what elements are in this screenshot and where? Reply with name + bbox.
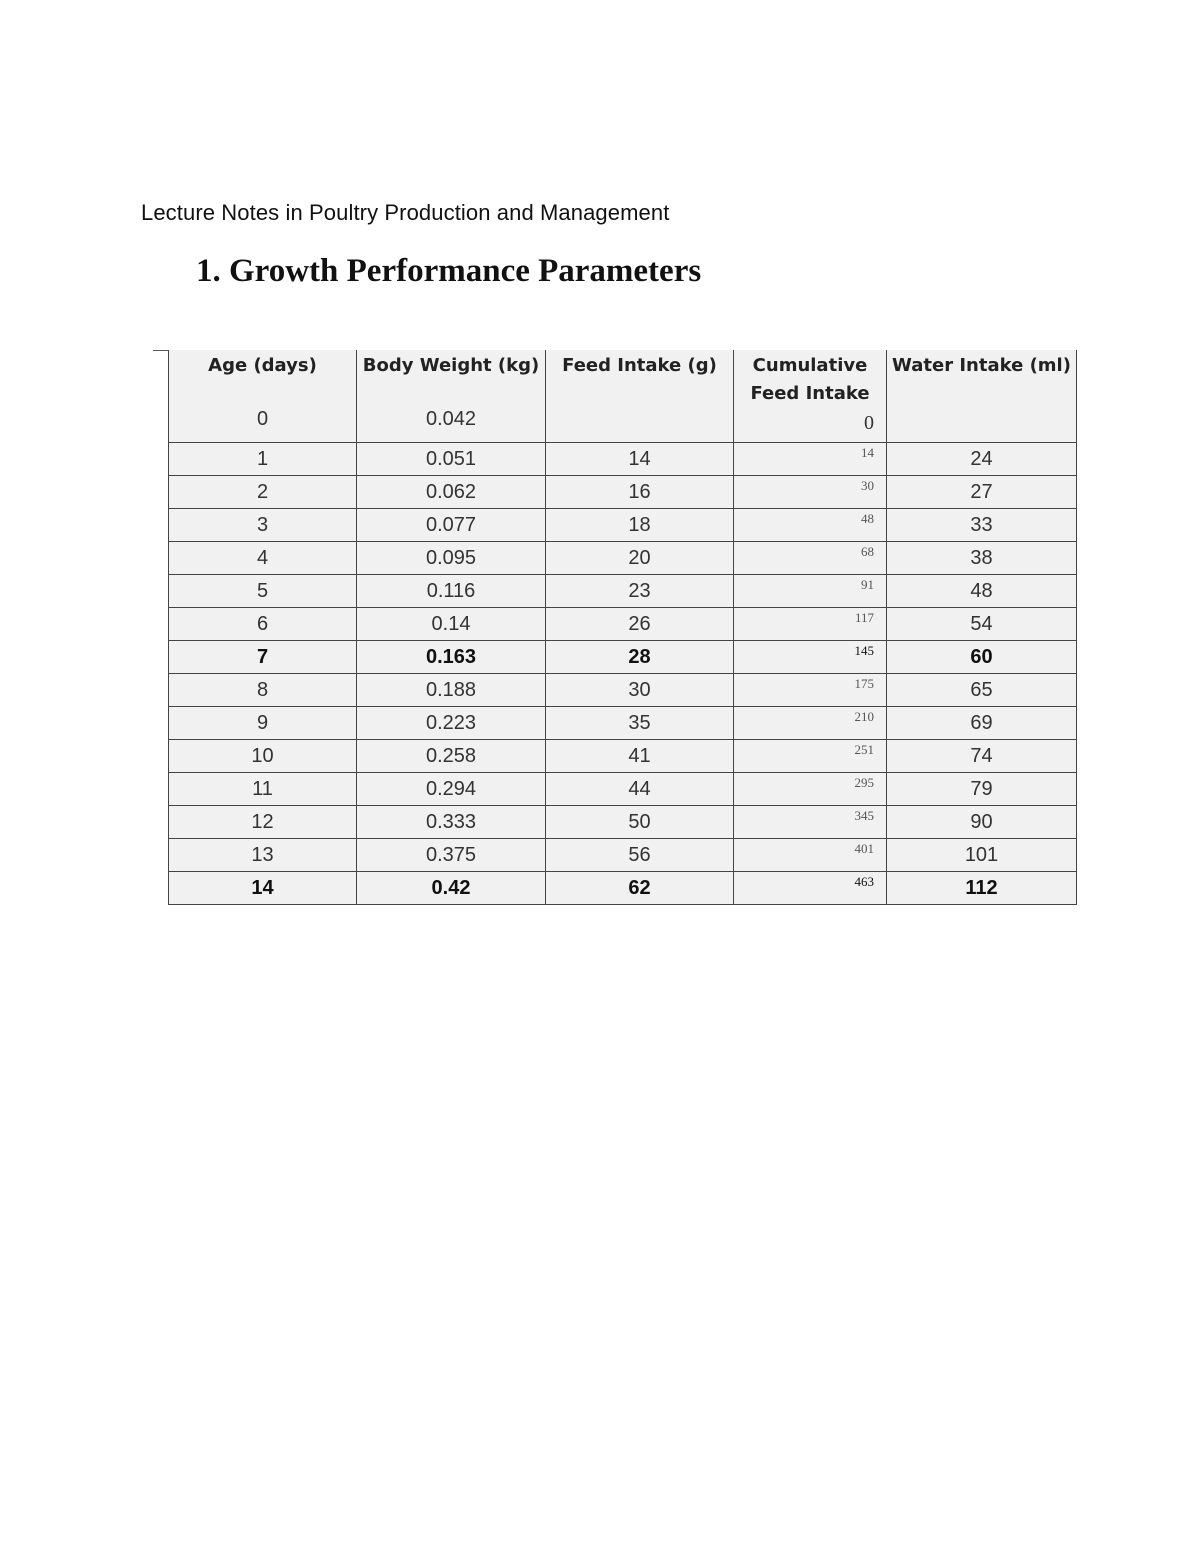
cell-feed-intake: 35	[546, 707, 734, 740]
cell-body-weight: 0.188	[357, 674, 546, 707]
header-age: Age (days)	[169, 350, 357, 408]
cell-age: 10	[169, 740, 357, 773]
cell-age: 6	[169, 608, 357, 641]
cell-water-intake: 90	[887, 806, 1077, 839]
cell-feed-intake: 50	[546, 806, 734, 839]
cell-cumulative-feed-intake: 68	[734, 542, 887, 575]
cell-body-weight: 0.062	[357, 476, 546, 509]
header-body-weight: Body Weight (kg)	[357, 350, 546, 408]
cell-water-intake	[887, 408, 1077, 443]
cell-age: 8	[169, 674, 357, 707]
table-row	[169, 674, 1077, 707]
cell-water-intake: 48	[887, 575, 1077, 608]
cell-cumulative-feed-intake: 463	[734, 872, 887, 905]
cell-body-weight: 0.258	[357, 740, 546, 773]
table-row-day-0	[169, 408, 1077, 443]
cell-water-intake: 101	[887, 839, 1077, 872]
cell-cumulative-feed-intake: 30	[734, 476, 887, 509]
table-row	[169, 476, 1077, 509]
cell-age: 11	[169, 773, 357, 806]
cell-feed-intake: 16	[546, 476, 734, 509]
cell-feed-intake: 14	[546, 443, 734, 476]
cell-cumulative-feed-intake: 48	[734, 509, 887, 542]
cell-feed-intake: 28	[546, 641, 734, 674]
cell-body-weight: 0.042	[357, 408, 546, 443]
table-row	[169, 740, 1077, 773]
table-row	[169, 509, 1077, 542]
table-header-row	[169, 350, 1077, 408]
cell-feed-intake	[546, 408, 734, 443]
cell-cumulative-feed-intake: 401	[734, 839, 887, 872]
cell-cumulative-feed-intake: 210	[734, 707, 887, 740]
cell-water-intake: 65	[887, 674, 1077, 707]
cell-cumulative-feed-intake: 0	[734, 408, 887, 443]
cell-cumulative-feed-intake: 117	[734, 608, 887, 641]
cell-body-weight: 0.333	[357, 806, 546, 839]
cell-age: 7	[169, 641, 357, 674]
table-body	[169, 443, 1077, 905]
table-row	[169, 839, 1077, 872]
cell-feed-intake: 41	[546, 740, 734, 773]
cell-water-intake: 38	[887, 542, 1077, 575]
cell-age: 14	[169, 872, 357, 905]
table-row	[169, 608, 1077, 641]
running-header: Lecture Notes in Poultry Production and Management	[141, 200, 670, 225]
cell-age: 5	[169, 575, 357, 608]
cell-water-intake: 69	[887, 707, 1077, 740]
cell-water-intake: 60	[887, 641, 1077, 674]
table-row	[169, 575, 1077, 608]
table-corner-mark	[153, 350, 168, 351]
cell-cumulative-feed-intake: 295	[734, 773, 887, 806]
header-cumulative-feed-intake: Cumulative Feed Intake	[734, 350, 887, 408]
table-row	[169, 872, 1077, 905]
cell-feed-intake: 56	[546, 839, 734, 872]
table-row	[169, 806, 1077, 839]
cell-feed-intake: 26	[546, 608, 734, 641]
cell-age: 9	[169, 707, 357, 740]
header-water-intake: Water Intake (ml)	[887, 350, 1077, 408]
cell-water-intake: 112	[887, 872, 1077, 905]
table-row	[169, 641, 1077, 674]
cell-feed-intake: 62	[546, 872, 734, 905]
cell-body-weight: 0.163	[357, 641, 546, 674]
table-row	[169, 443, 1077, 476]
cell-cumulative-feed-intake: 91	[734, 575, 887, 608]
cell-feed-intake: 30	[546, 674, 734, 707]
header-feed-intake: Feed Intake (g)	[546, 350, 734, 408]
cell-feed-intake: 20	[546, 542, 734, 575]
growth-parameters-table	[168, 350, 1077, 905]
cell-water-intake: 74	[887, 740, 1077, 773]
cell-age: 4	[169, 542, 357, 575]
cell-age: 12	[169, 806, 357, 839]
cell-cumulative-feed-intake: 175	[734, 674, 887, 707]
cell-body-weight: 0.095	[357, 542, 546, 575]
cell-feed-intake: 18	[546, 509, 734, 542]
cell-feed-intake: 23	[546, 575, 734, 608]
cell-water-intake: 79	[887, 773, 1077, 806]
cell-body-weight: 0.223	[357, 707, 546, 740]
table-row	[169, 542, 1077, 575]
cell-age: 2	[169, 476, 357, 509]
table-row	[169, 707, 1077, 740]
cell-cumulative-feed-intake: 14	[734, 443, 887, 476]
cell-age: 3	[169, 509, 357, 542]
cell-water-intake: 27	[887, 476, 1077, 509]
cell-cumulative-feed-intake: 251	[734, 740, 887, 773]
cell-body-weight: 0.14	[357, 608, 546, 641]
cell-cumulative-feed-intake: 145	[734, 641, 887, 674]
cell-body-weight: 0.116	[357, 575, 546, 608]
cell-body-weight: 0.42	[357, 872, 546, 905]
cell-cumulative-feed-intake: 345	[734, 806, 887, 839]
cell-age: 0	[169, 408, 357, 443]
cell-body-weight: 0.077	[357, 509, 546, 542]
cell-age: 1	[169, 443, 357, 476]
cell-body-weight: 0.294	[357, 773, 546, 806]
cell-feed-intake: 44	[546, 773, 734, 806]
table-row	[169, 773, 1077, 806]
cell-water-intake: 24	[887, 443, 1077, 476]
cell-age: 13	[169, 839, 357, 872]
cell-body-weight: 0.051	[357, 443, 546, 476]
cell-water-intake: 54	[887, 608, 1077, 641]
page-title: 1. Growth Performance Parameters	[196, 253, 702, 289]
cell-body-weight: 0.375	[357, 839, 546, 872]
cell-water-intake: 33	[887, 509, 1077, 542]
